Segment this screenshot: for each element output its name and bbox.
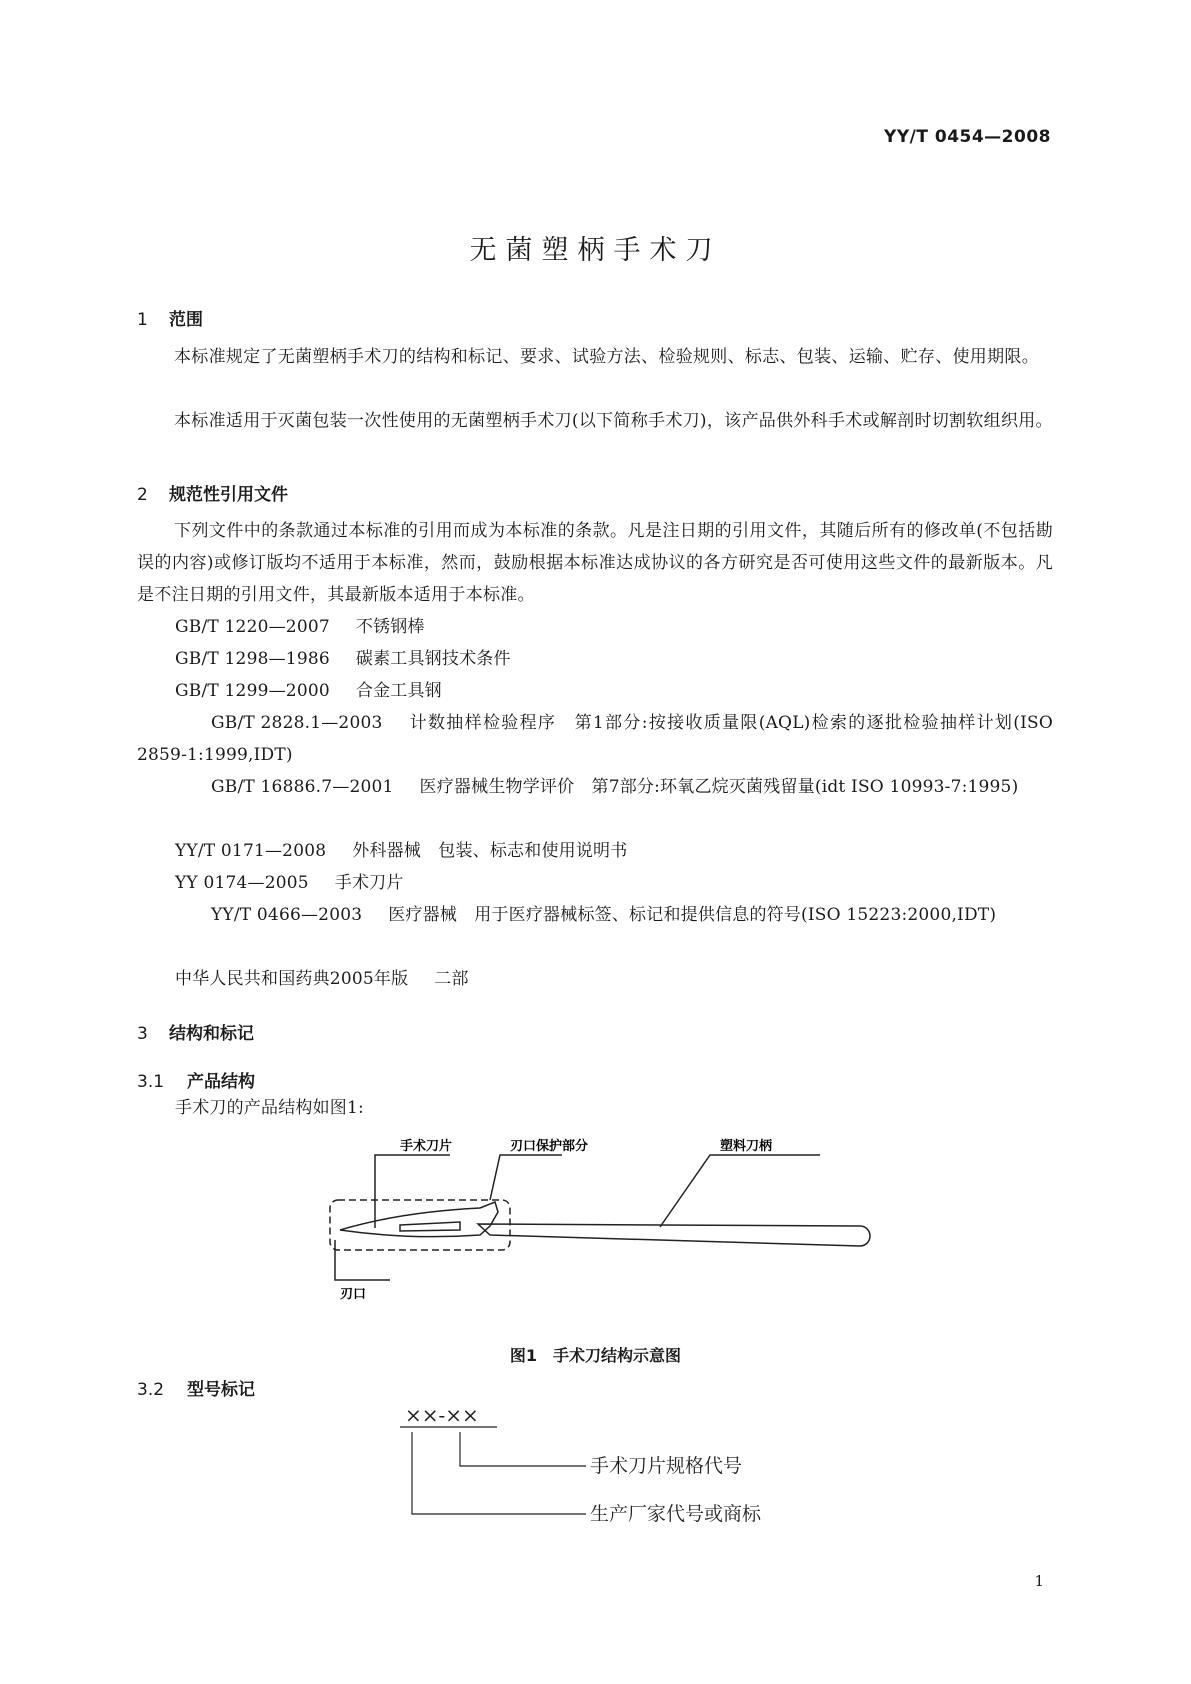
reference-item: GB/T 2828.1—2003 计数抽样检验程序 第1部分:按接收质量限(AQL)检索的逐批检验抽样计划(ISO 2859-1:1999,IDT) (137, 713, 1053, 765)
model-pattern: ××-×× (405, 1403, 479, 1427)
figure-1-caption: 图1 手术刀结构示意图 (509, 1346, 682, 1365)
label-guard: 刃口保护部分 (510, 1139, 589, 1154)
section-2-intro: 下列文件中的条款通过本标准的引用而成为本标准的条款。凡是注日期的引用文件，其随后所有的修改单(不包括勘误的内容)或修订版均不适用于本标准，然而，鼓励根据本标准达成协议的各方研究是否可使用这些文件的最新版本。凡是不注日期的引用文件，其最新版本适用于本标准。 (137, 521, 1053, 605)
scalpel-structure-diagram (300, 1139, 880, 1330)
leader-blade (375, 1155, 450, 1228)
leader-handle (660, 1155, 820, 1227)
section-3-heading: 3 结构和标记 (137, 1024, 254, 1044)
section-3-2-heading: 3.2 型号标记 (137, 1380, 255, 1400)
leader-maker (412, 1432, 586, 1514)
document-code: YY/T 0454—2008 (884, 127, 1051, 147)
section-1-paragraph-2: 本标准适用于灭菌包装一次性使用的无菌塑柄手术刀(以下简称手术刀)，该产品供外科手术或解剖时切割软组织用。 (174, 411, 1053, 431)
reference-item: GB/T 1298—1986 碳素工具钢技术条件 (175, 649, 511, 669)
reference-item: GB/T 16886.7—2001 医疗器械生物学评价 第7部分:环氧乙烷灭菌残留量(idt ISO 10993-7:1995) (211, 777, 1019, 797)
page-number: 1 (1034, 1572, 1044, 1590)
label-maker-code: 生产厂家代号或商标 (590, 1503, 762, 1525)
label-blade: 手术刀片 (400, 1139, 453, 1154)
leader-guard (490, 1155, 562, 1200)
reference-item: YY 0174—2005 手术刀片 (175, 873, 404, 893)
label-spec-code: 手术刀片规格代号 (590, 1455, 743, 1477)
label-edge: 刃口 (340, 1287, 367, 1302)
blade-slot-shape (400, 1222, 460, 1231)
section-1-heading: 1 范围 (137, 310, 203, 330)
reference-item: GB/T 1299—2000 合金工具钢 (175, 681, 442, 701)
reference-item: YY/T 0466—2003 医疗器械 用于医疗器械标签、标记和提供信息的符号(ISO 15223:2000,IDT) (211, 905, 997, 925)
document-title: 无菌塑柄手术刀 (469, 235, 722, 266)
leader-spec (460, 1432, 586, 1466)
section-3-1-text: 手术刀的产品结构如图1: (175, 1098, 364, 1118)
section-1-paragraph-1: 本标准规定了无菌塑柄手术刀的结构和标记、要求、试验方法、检验规则、标志、包装、运输、贮存、使用期限。 (174, 347, 1039, 367)
leader-edge (335, 1240, 390, 1280)
section-2-heading: 2 规范性引用文件 (137, 485, 288, 505)
reference-item: GB/T 1220—2007 不锈钢棒 (175, 617, 425, 637)
model-marking-diagram (400, 1400, 800, 1540)
section-3-1-heading: 3.1 产品结构 (137, 1072, 255, 1092)
blade-shape (340, 1202, 498, 1237)
reference-item: YY/T 0171—2008 外科器械 包装、标志和使用说明书 (175, 841, 628, 861)
plastic-handle-shape (478, 1224, 870, 1246)
reference-item: 中华人民共和国药典2005年版 二部 (175, 969, 469, 989)
label-handle: 塑料刀柄 (720, 1139, 773, 1154)
